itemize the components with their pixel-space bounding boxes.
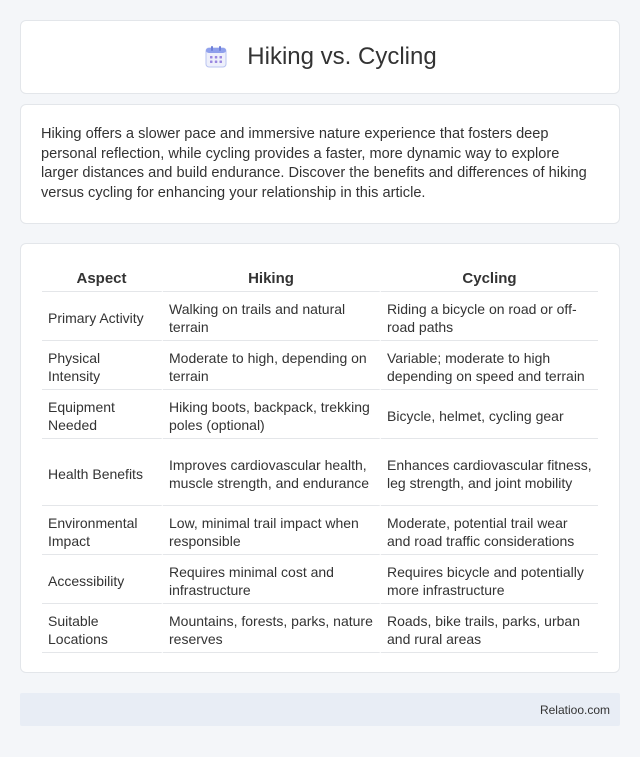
- header-card: [20, 20, 620, 94]
- calendar-icon: [203, 44, 229, 70]
- cycling-cell: Requires bicycle and potentially more infrastructure: [381, 555, 598, 604]
- aspect-cell: Accessibility: [42, 555, 163, 604]
- header-cycling: Cycling: [381, 264, 598, 292]
- cycling-cell: Moderate, potential trail wear and road traffic considerations: [381, 506, 598, 555]
- table-row: [42, 439, 598, 506]
- comparison-table: [42, 264, 598, 653]
- aspect-cell: Environmental Impact: [42, 506, 163, 555]
- footer-brand: Relatioo.com: [539, 702, 610, 717]
- page-title: Hiking vs. Cycling: [247, 43, 437, 70]
- cycling-cell: Variable; moderate to high depending on speed and terrain: [381, 341, 598, 390]
- cycling-cell: Bicycle, helmet, cycling gear: [381, 390, 598, 439]
- cycling-cell: Roads, bike trails, parks, urban and rural areas: [381, 604, 598, 653]
- table-row: [42, 604, 598, 653]
- header-aspect: Aspect: [42, 264, 163, 292]
- aspect-cell: Health Benefits: [42, 439, 163, 506]
- table-row: [42, 506, 598, 555]
- hiking-cell: Walking on trails and natural terrain: [163, 292, 381, 341]
- hiking-cell: Requires minimal cost and infrastructure: [163, 555, 381, 604]
- table-header-row: [42, 264, 598, 292]
- cycling-cell: Riding a bicycle on road or off-road paths: [381, 292, 598, 341]
- header-hiking: Hiking: [163, 264, 381, 292]
- hiking-cell: Low, minimal trail impact when responsible: [163, 506, 381, 555]
- cycling-cell: Enhances cardiovascular fitness, leg strength, and joint mobility: [381, 439, 598, 506]
- table-row: [42, 292, 598, 341]
- hiking-cell: Moderate to high, depending on terrain: [163, 341, 381, 390]
- hiking-cell: Improves cardiovascular health, muscle strength, and endurance: [163, 439, 381, 506]
- title-wrap: [203, 43, 436, 71]
- table-row: [42, 341, 598, 390]
- comparison-card: [20, 243, 620, 673]
- intro-card: [20, 104, 620, 224]
- table-row: [42, 555, 598, 604]
- aspect-cell: Physical Intensity: [42, 341, 163, 390]
- aspect-cell: Primary Activity: [42, 292, 163, 341]
- footer: [20, 693, 620, 726]
- aspect-cell: Equipment Needed: [42, 390, 163, 439]
- hiking-cell: Hiking boots, backpack, trekking poles (optional): [163, 390, 381, 439]
- intro-paragraph: Hiking offers a slower pace and immersive nature experience that fosters deep personal reflection, while cycling provides a faster, more dynamic way to explore larger distances and build endurance. Discover the benefits and differences of hiking versus cycling for enhancing your relationship in this article.: [41, 126, 587, 201]
- aspect-cell: Suitable Locations: [42, 604, 163, 653]
- hiking-cell: Mountains, forests, parks, nature reserves: [163, 604, 381, 653]
- table-row: [42, 390, 598, 439]
